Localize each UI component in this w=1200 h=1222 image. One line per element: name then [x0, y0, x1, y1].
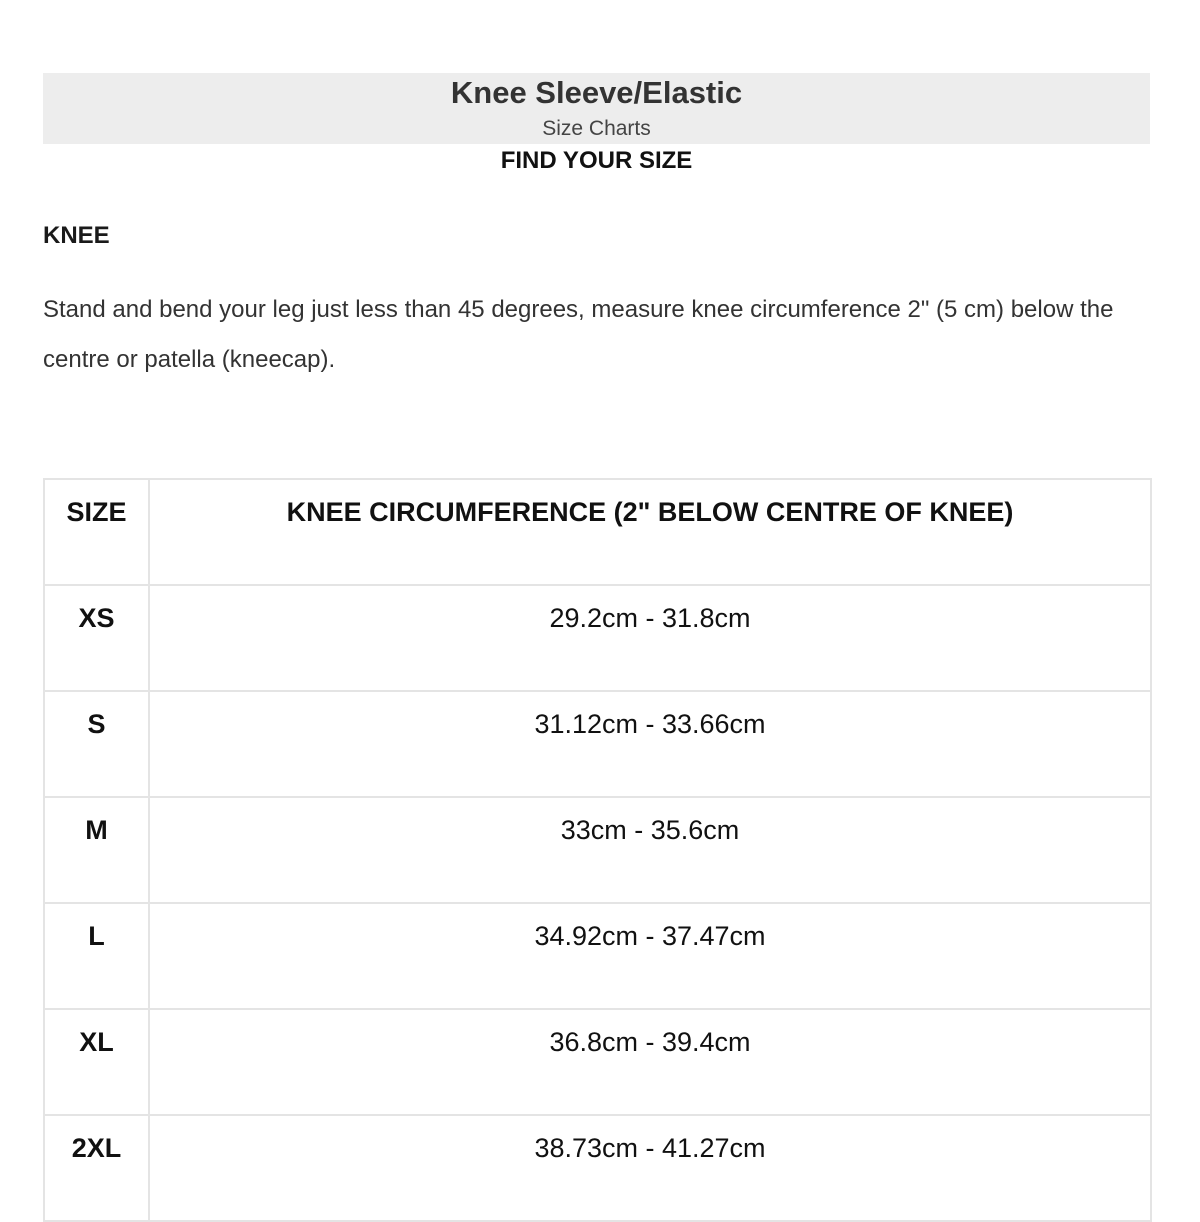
table-row [44, 797, 1151, 903]
size-cell: XL [44, 1009, 149, 1115]
size-cell: L [44, 903, 149, 1009]
range-cell: 34.92cm - 37.47cm [149, 903, 1151, 1009]
table-row [44, 585, 1151, 691]
table-header-row [44, 479, 1151, 585]
range-cell: 36.8cm - 39.4cm [149, 1009, 1151, 1115]
range-cell: 31.12cm - 33.66cm [149, 691, 1151, 797]
size-cell: S [44, 691, 149, 797]
find-size-heading: FIND YOUR SIZE [500, 147, 693, 174]
table-row [44, 1115, 1151, 1221]
page-title: Knee Sleeve/Elastic [450, 75, 743, 110]
range-cell: 33cm - 35.6cm [149, 797, 1151, 903]
table-row [44, 903, 1151, 1009]
size-cell: M [44, 797, 149, 903]
section-heading-knee: KNEE [43, 222, 110, 249]
size-column-header: SIZE [44, 479, 149, 585]
range-cell: 29.2cm - 31.8cm [149, 585, 1151, 691]
page-subtitle: Size Charts [542, 117, 651, 140]
size-cell: XS [44, 585, 149, 691]
measurement-instructions: Stand and bend your leg just less than 45 degrees, measure knee circumference 2" (5 cm) below the centre or patella (kneecap). [43, 296, 1114, 373]
table-row [44, 1009, 1151, 1115]
range-cell: 38.73cm - 41.27cm [149, 1115, 1151, 1221]
range-column-header: KNEE CIRCUMFERENCE (2" BELOW CENTRE OF KNEE) [149, 479, 1151, 585]
size-cell: 2XL [44, 1115, 149, 1221]
table-row [44, 691, 1151, 797]
size-table [43, 478, 1152, 1222]
